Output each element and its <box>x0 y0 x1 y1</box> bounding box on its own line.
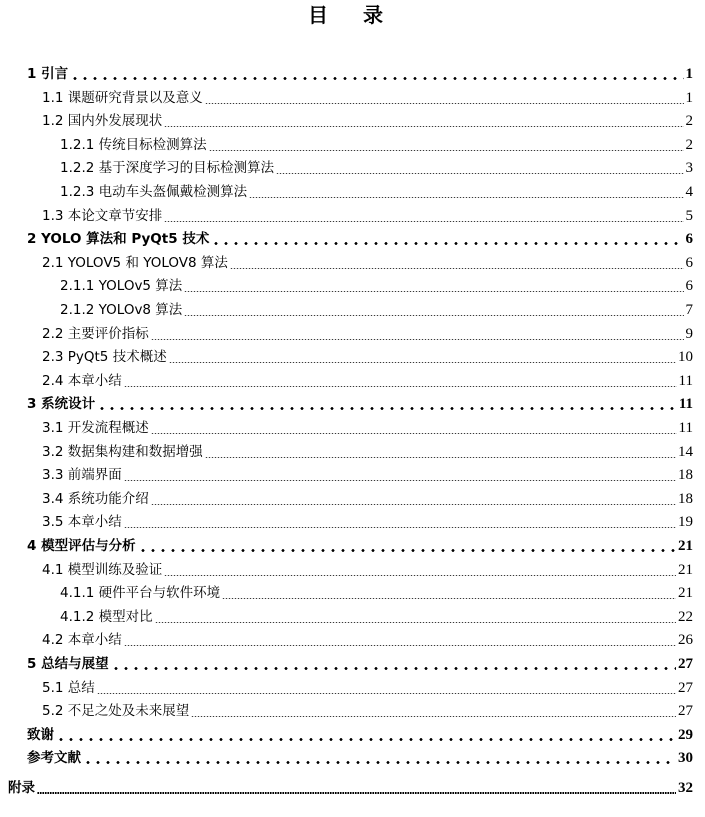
toc-entry[interactable] <box>42 204 693 224</box>
dot-leader <box>124 514 676 530</box>
page-title: 目 录 <box>308 3 397 27</box>
toc-entry-label: 2.4 本章小结 <box>42 372 122 389</box>
dot-leader <box>83 750 676 766</box>
toc-entry-page-number: 14 <box>678 443 693 460</box>
toc-entry[interactable] <box>42 440 693 460</box>
toc-entry-page-number: 18 <box>678 490 693 507</box>
toc-entry[interactable] <box>60 581 693 601</box>
toc-entry-label: 1.2.2 基于深度学习的目标检测算法 <box>60 160 275 177</box>
toc-entry-label: 1.1 课题研究背景以及意义 <box>42 89 203 106</box>
toc-entry[interactable] <box>42 463 693 483</box>
dot-leader <box>205 444 676 460</box>
toc-entry-label: 4.1.1 硬件平台与软件环境 <box>60 585 221 602</box>
toc-entry-label: 2.1.1 YOLOv5 算法 <box>60 278 183 295</box>
toc-entry-page-number: 32 <box>678 780 693 796</box>
toc-entry-label: 3.3 前端界面 <box>42 467 122 484</box>
toc-entry-page-number: 1 <box>685 89 693 106</box>
toc-entry-label: 2.2 主要评价指标 <box>42 325 149 342</box>
toc-entry-label: 3.4 系统功能介绍 <box>42 490 149 507</box>
toc-entry-label: 2.1.2 YOLOv8 算法 <box>60 302 183 318</box>
dot-leader <box>37 780 676 796</box>
toc-entry[interactable] <box>60 180 693 200</box>
dot-leader <box>209 137 684 153</box>
toc-entry[interactable] <box>27 723 693 743</box>
toc-entry[interactable] <box>42 322 693 342</box>
toc-entry-page-number: 27 <box>678 656 693 672</box>
toc-entry[interactable] <box>27 652 693 672</box>
toc-entry-page-number: 6 <box>685 254 693 271</box>
toc-entry-page-number: 6 <box>685 231 693 248</box>
toc-entry-label: 致谢 <box>27 726 54 743</box>
toc-entry-label: 3.2 数据集构建和数据增强 <box>42 443 203 460</box>
dot-leader <box>151 491 676 507</box>
toc-entry-label: 1.2.1 传统目标检测算法 <box>60 136 207 153</box>
toc-entry-label: 5.1 总结 <box>42 679 95 696</box>
dot-leader <box>276 160 683 176</box>
toc-entry[interactable] <box>42 510 693 530</box>
toc-entry[interactable] <box>27 746 693 766</box>
toc-entry-label: 2.1 YOLOV5 和 YOLOV8 算法 <box>42 254 228 271</box>
dot-leader <box>222 585 676 601</box>
toc-entry[interactable] <box>42 558 693 578</box>
toc-entry[interactable] <box>42 487 693 507</box>
dot-leader <box>164 562 676 578</box>
toc-entry-page-number: 21 <box>678 585 693 602</box>
toc-entry[interactable] <box>42 345 693 365</box>
dot-leader <box>97 680 676 696</box>
toc-entry-page-number: 19 <box>678 514 693 531</box>
toc-entry[interactable] <box>27 392 693 412</box>
toc-entry-label: 4.1.2 模型对比 <box>60 608 153 625</box>
toc-entry-page-number: 18 <box>678 467 693 484</box>
toc-entry[interactable] <box>8 776 693 796</box>
toc-entry[interactable] <box>60 274 693 294</box>
toc-entry-page-number: 5 <box>685 207 693 224</box>
dot-leader <box>124 632 676 648</box>
toc-entry[interactable] <box>42 628 693 648</box>
toc-entry-label: 参考文献 <box>27 750 81 767</box>
toc-entry-page-number: 11 <box>678 396 693 413</box>
toc-entry[interactable] <box>42 109 693 129</box>
toc-entry[interactable] <box>27 62 693 82</box>
dot-leader <box>111 656 676 672</box>
toc-entry-page-number: 10 <box>678 349 693 366</box>
toc-entry[interactable] <box>27 534 693 554</box>
toc-entry-page-number: 30 <box>678 750 693 767</box>
dot-leader <box>169 349 676 365</box>
toc-entry-label: 1.3 本论文章节安排 <box>42 207 163 224</box>
toc-entry-label: 2 YOLO 算法和 PyQt5 技术 <box>27 231 210 248</box>
toc-entry-page-number: 11 <box>678 372 693 389</box>
dot-leader <box>164 208 683 224</box>
toc-entry-label: 4.2 本章小结 <box>42 632 122 649</box>
dot-leader <box>70 66 683 82</box>
toc-entry[interactable] <box>42 416 693 436</box>
dot-leader <box>184 278 683 294</box>
dot-leader <box>205 90 684 106</box>
toc-entry-page-number: 29 <box>678 726 693 743</box>
dot-leader <box>184 302 683 318</box>
toc-entry[interactable] <box>27 227 693 247</box>
toc-entry-label: 3.5 本章小结 <box>42 514 122 531</box>
toc-entry-label: 5 总结与展望 <box>27 656 109 672</box>
toc-entry-page-number: 2 <box>685 136 693 153</box>
toc-entry-page-number: 27 <box>678 679 693 696</box>
toc-entry[interactable] <box>42 369 693 389</box>
dot-leader <box>164 113 683 129</box>
toc-entry[interactable] <box>42 86 693 106</box>
toc-entry-page-number: 26 <box>678 632 693 649</box>
toc-entry-page-number: 21 <box>678 538 693 554</box>
dot-leader <box>211 231 683 247</box>
toc-entry[interactable] <box>42 699 693 719</box>
toc-entry-label: 5.2 不足之处及未来展望 <box>42 703 190 720</box>
toc-entry-label: 1.2 国内外发展现状 <box>42 113 163 130</box>
toc-entry-label: 附录 <box>8 780 35 796</box>
dot-leader <box>230 255 684 271</box>
toc-entry-page-number: 4 <box>685 184 693 200</box>
toc-entry-page-number: 2 <box>685 113 693 130</box>
toc-entry-label: 4.1 模型训练及验证 <box>42 561 163 578</box>
dot-leader <box>138 538 676 554</box>
toc-entry-label: 2.3 PyQt5 技术概述 <box>42 349 167 366</box>
dot-leader <box>151 420 677 436</box>
dot-leader <box>151 326 684 342</box>
toc-entry-label: 1 引言 <box>27 66 69 82</box>
dot-leader <box>124 373 677 389</box>
toc-entry-page-number: 21 <box>678 561 693 578</box>
toc-entry[interactable] <box>60 156 693 176</box>
toc-entry-page-number: 1 <box>685 66 693 82</box>
dot-leader <box>56 727 676 743</box>
toc-entry[interactable] <box>42 676 693 696</box>
toc-entry-label: 3 系统设计 <box>27 396 96 413</box>
toc-entry-page-number: 27 <box>678 703 693 720</box>
toc-entry[interactable] <box>42 251 693 271</box>
toc-entry[interactable] <box>60 605 693 625</box>
toc-entry-label: 4 模型评估与分析 <box>27 538 136 554</box>
toc-entry-page-number: 9 <box>685 325 693 342</box>
toc-entry-label: 1.2.3 电动车头盔佩戴检测算法 <box>60 184 248 200</box>
dot-leader <box>191 703 676 719</box>
toc-entry-page-number: 6 <box>685 278 693 295</box>
toc-entry-page-number: 3 <box>685 160 693 177</box>
dot-leader <box>124 467 676 483</box>
dot-leader <box>97 396 677 412</box>
toc-entry-page-number: 7 <box>685 302 693 318</box>
toc-entry-page-number: 11 <box>678 420 693 436</box>
toc-entry-label: 3.1 开发流程概述 <box>42 420 149 436</box>
toc-entry[interactable] <box>60 133 693 153</box>
toc-entry[interactable] <box>60 298 693 318</box>
dot-leader <box>249 184 683 200</box>
toc-entry-page-number: 22 <box>678 608 693 625</box>
dot-leader <box>155 609 676 625</box>
